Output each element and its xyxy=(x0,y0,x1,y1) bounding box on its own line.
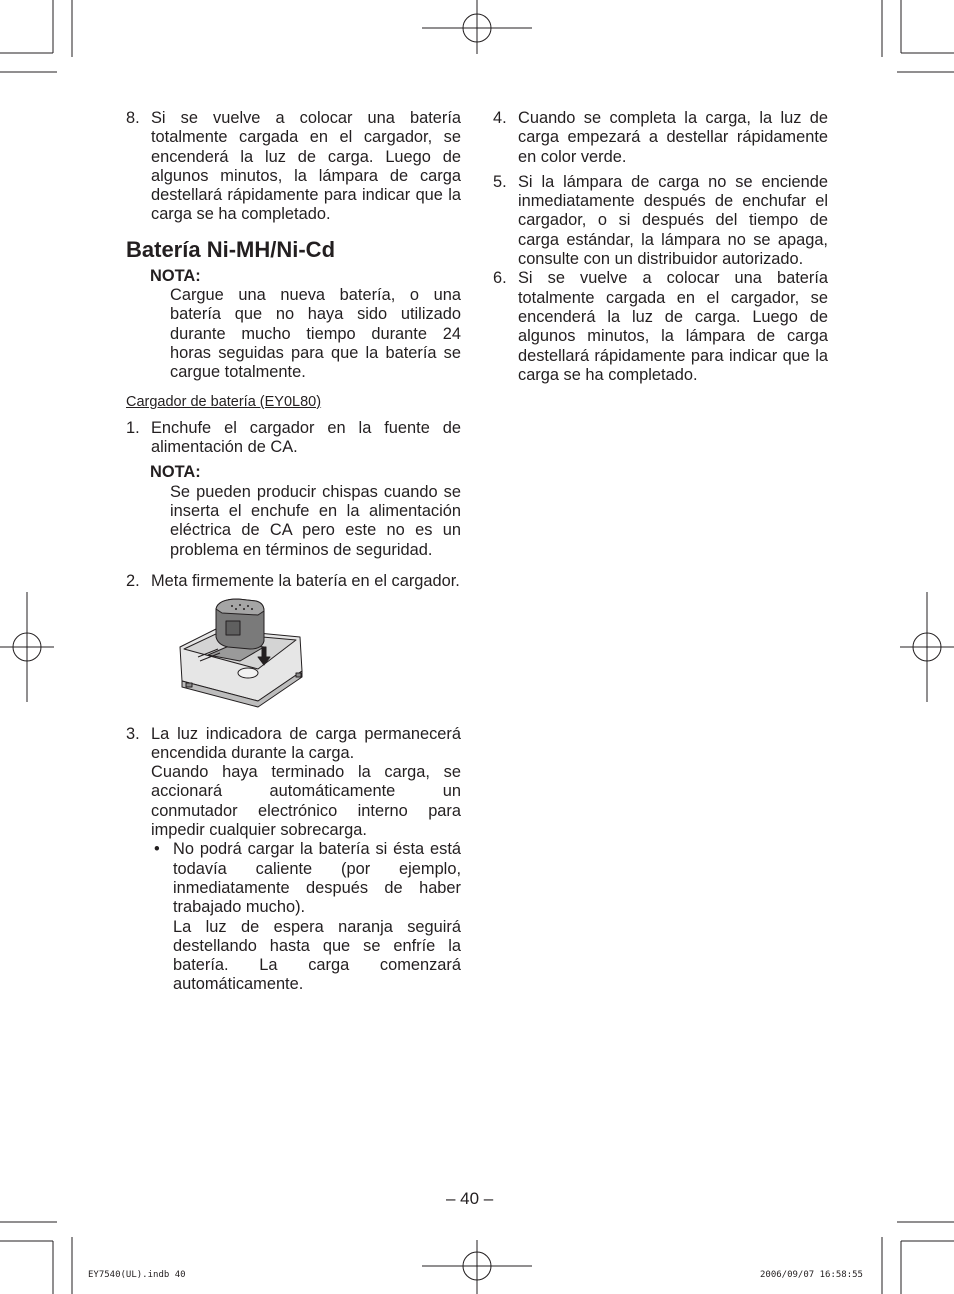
list-item-1 xyxy=(126,419,461,458)
item-number: 3. xyxy=(126,724,140,743)
item-number: 1. xyxy=(126,418,140,437)
item-text: Meta firmemente la batería en el cargador. xyxy=(151,571,460,590)
footer-filename: EY7540(UL).indb 40 xyxy=(88,1270,186,1280)
item-number: 2. xyxy=(126,571,140,590)
section-heading: Batería Ni-MH/Ni-Cd xyxy=(126,236,336,262)
right-column xyxy=(493,109,828,385)
item-number: 6. xyxy=(493,269,507,288)
bullet-text-continued: La luz de espera naranja seguirá destellando hasta que se enfríe la batería. La carga comenzará automáticamente. xyxy=(173,917,461,994)
list-item-5 xyxy=(493,173,828,269)
list-item-6 xyxy=(493,269,828,385)
list-item-2 xyxy=(126,572,461,591)
list-item-4 xyxy=(493,109,828,167)
item-text: Si se vuelve a colocar una batería totalmente cargada en el cargador, se encenderá la luz de carga. Luego de algunos minutos, la lámpara de carga destellará rápidamente para indicar que la carga se ha completado. xyxy=(518,269,828,384)
item-text: Si la lámpara de carga no se enciende inmediatamente después de enchufar el cargador, o si después del tiempo de carga estándar, la lámpara no se apaga, consulte con un distribuidor autorizado. xyxy=(518,172,828,269)
charger-illustration xyxy=(178,597,306,709)
footer-timestamp: 2006/09/07 16:58:55 xyxy=(760,1270,863,1280)
nota-label: NOTA: xyxy=(150,463,201,482)
item-text: Si se vuelve a colocar una batería totalmente cargada en el cargador, se encenderá la luz de carga. Luego de algunos minutos, la lámpara de carga destellará rápidamente para indicar que la carga se ha completado. xyxy=(151,109,461,224)
bullet-item xyxy=(154,840,461,994)
nota-text: Cargue una nueva batería, o una batería que no haya sido utilizado durante mucho tiempo durante 24 horas seguidas para que la batería se cargue totalmente. xyxy=(170,286,461,382)
charger-subheading: Cargador de batería (EY0L80) xyxy=(126,393,322,410)
nota-text: Se pueden producir chispas cuando se inserta el enchufe en la alimentación eléctrica de CA pero este no es un problema en términos de seguridad. xyxy=(170,482,461,559)
list-item-3 xyxy=(126,725,461,841)
item-text: La luz indicadora de carga permanecerá encendida durante la carga. xyxy=(151,724,461,762)
item-text: Enchufe el cargador en la fuente de alimentación de CA. xyxy=(151,418,461,457)
bullet-text: No podrá cargar la batería si ésta está todavía caliente (por ejemplo, inmediatamente después de haber trabajado mucho). xyxy=(173,840,461,917)
page-number: – 40 – xyxy=(446,1189,494,1208)
item-number: 4. xyxy=(493,109,507,127)
item-text-continued: Cuando haya terminado la carga, se accionará automáticamente un conmutador electrónico interno para impedir cualquier sobrecarga. xyxy=(151,763,461,840)
item-text: Cuando se completa la carga, la luz de carga empezará a destellar rápidamente en color verde. xyxy=(518,109,828,166)
bullet-symbol: • xyxy=(154,840,160,859)
item-number: 5. xyxy=(493,172,507,191)
list-item-8 xyxy=(126,109,461,225)
left-column xyxy=(126,109,461,995)
nota-label: NOTA: xyxy=(150,266,201,285)
item-number: 8. xyxy=(126,109,140,127)
